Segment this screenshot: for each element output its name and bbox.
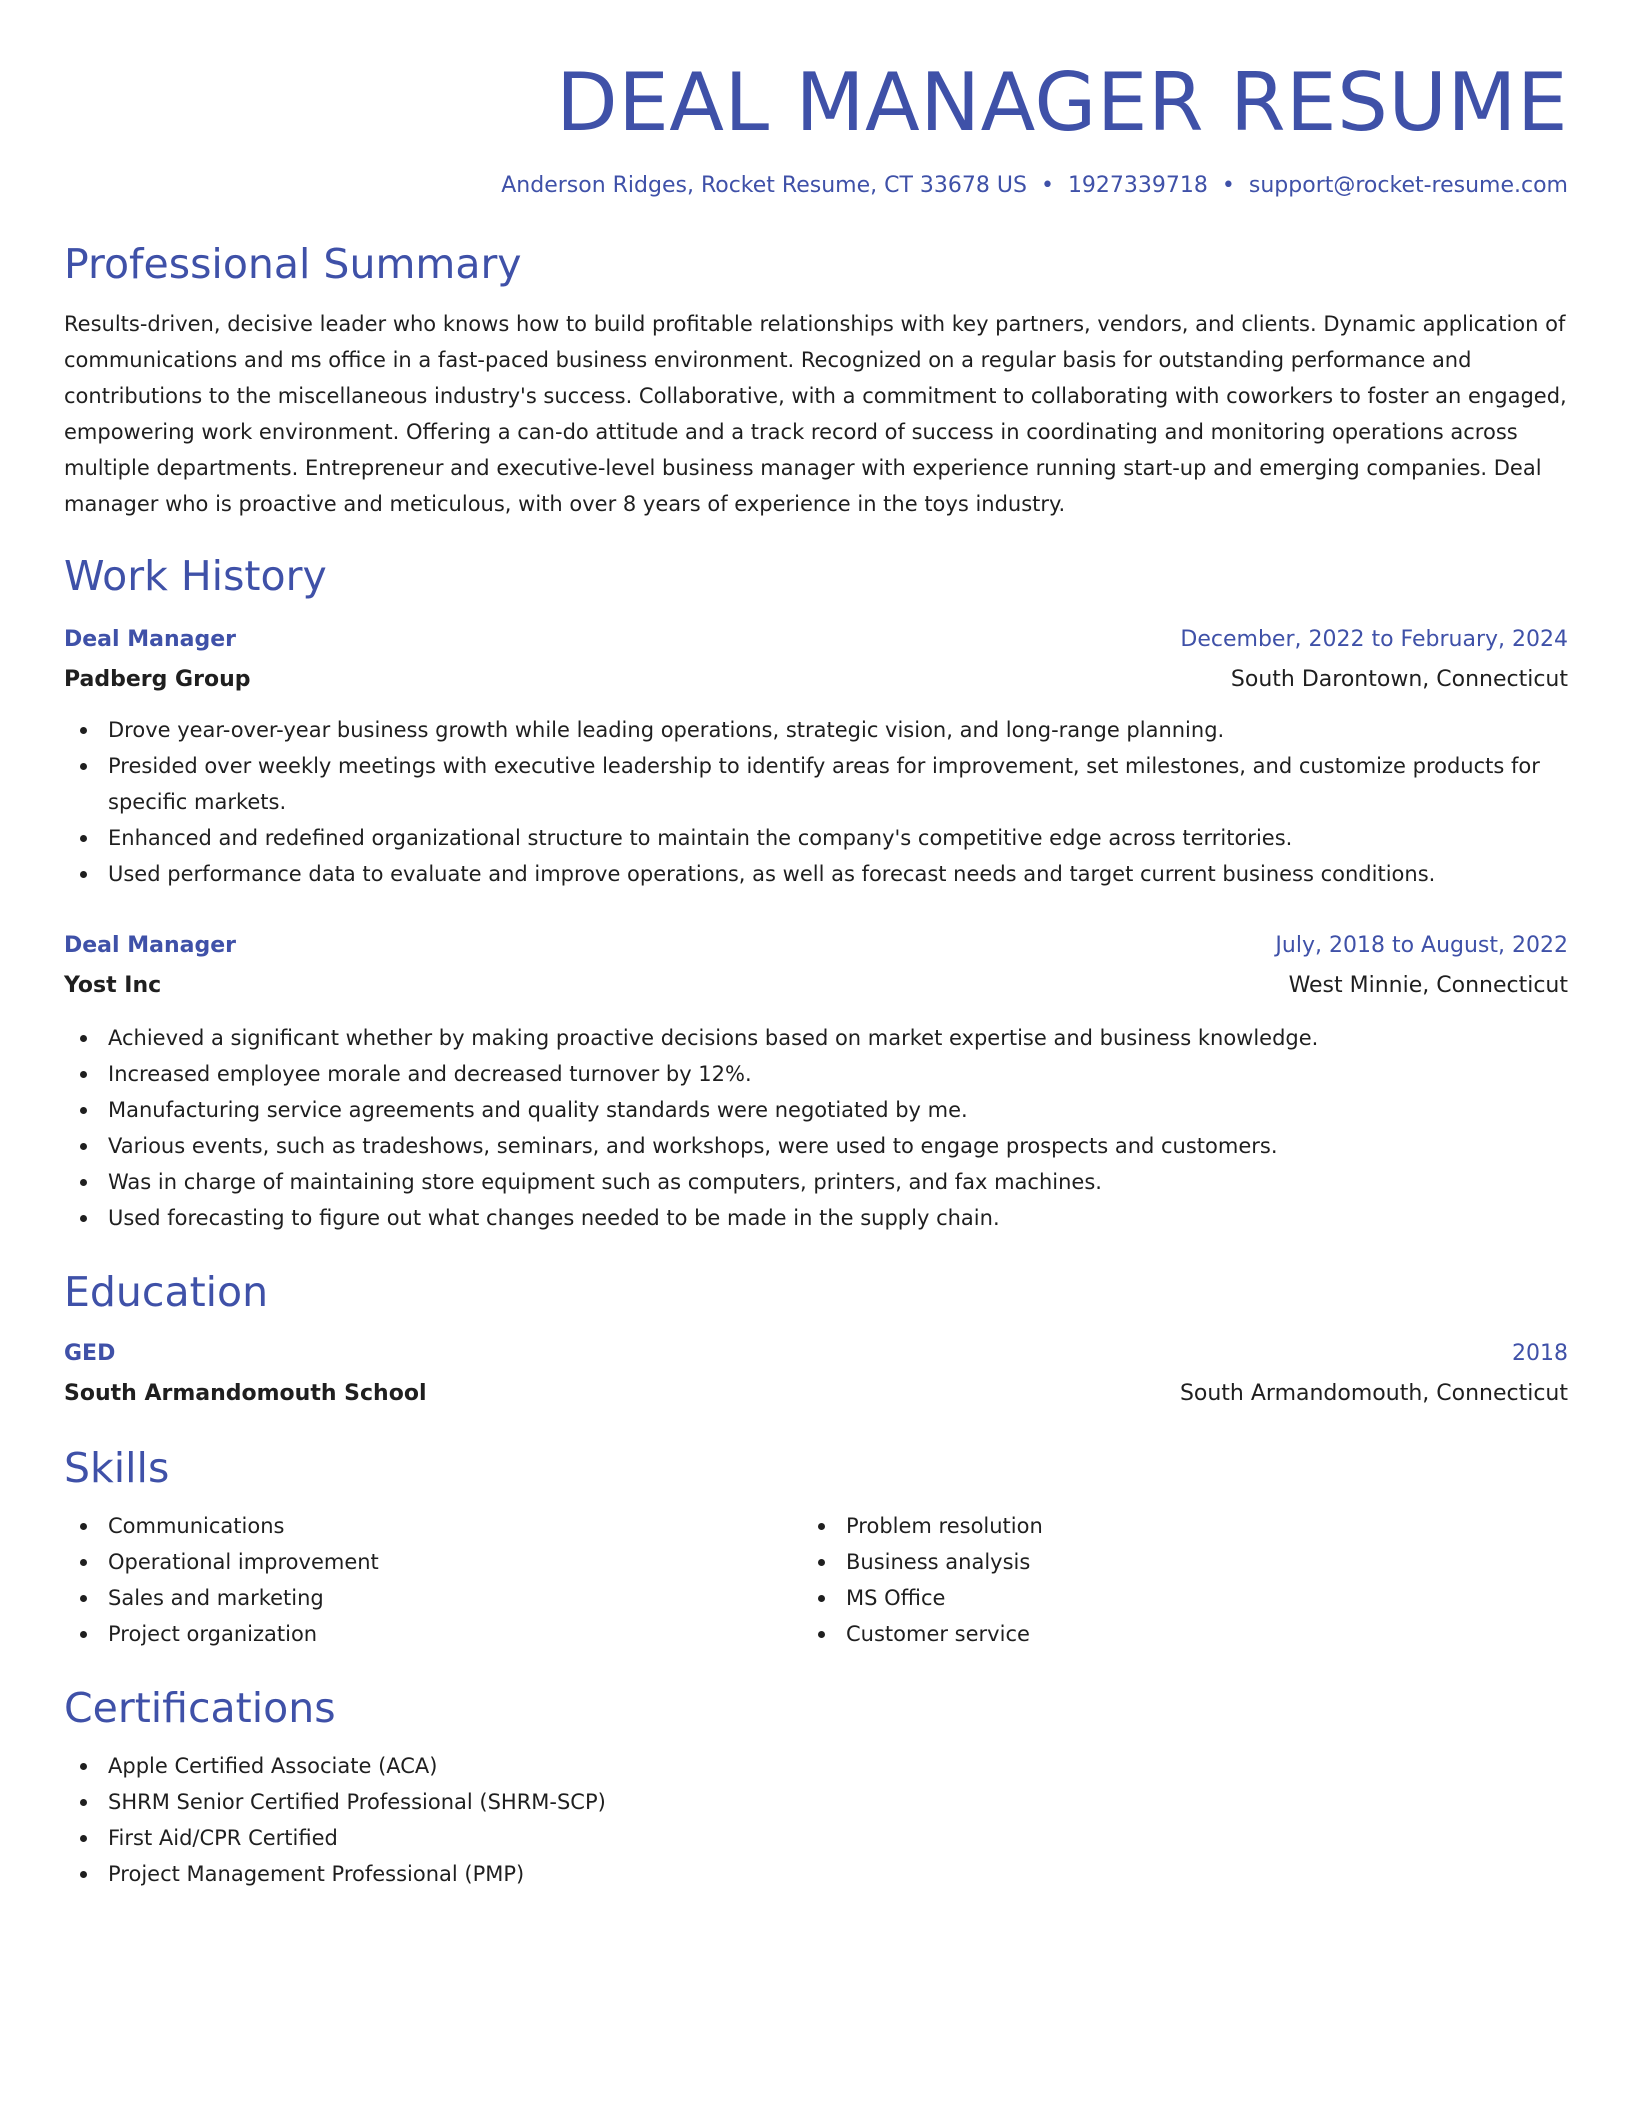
certifications-list xyxy=(64,1748,1568,1892)
certification-item: Project Management Professional (PMP) xyxy=(64,1856,1568,1892)
skill-item: Communications xyxy=(64,1508,802,1544)
contact-separator: • xyxy=(1040,173,1054,198)
job-company-row xyxy=(64,660,1568,700)
contact-email[interactable]: support@rocket-resume.com xyxy=(1248,173,1568,198)
contact-address: Anderson Ridges, Rocket Resume, CT 33678 US xyxy=(501,173,1027,198)
resume-header xyxy=(64,0,1568,202)
skill-item: Customer service xyxy=(802,1616,1540,1652)
job-company: Padberg Group xyxy=(64,667,251,692)
education-school-row xyxy=(64,1374,1568,1414)
resume-title: DEAL MANAGER RESUME xyxy=(556,56,1568,149)
job-entry xyxy=(64,620,1568,892)
education-location: South Armandomouth, Connecticut xyxy=(1179,1381,1568,1406)
education-entry xyxy=(64,1334,1568,1414)
job-bullet: Was in charge of maintaining store equipment such as computers, printers, and fax machines. xyxy=(64,1164,1568,1200)
job-bullet: Increased employee morale and decreased turnover by 12%. xyxy=(64,1056,1568,1092)
skill-item: MS Office xyxy=(802,1580,1540,1616)
skill-item: Business analysis xyxy=(802,1544,1540,1580)
job-dates: July, 2018 to August, 2022 xyxy=(1275,933,1568,958)
job-company-row xyxy=(64,966,1568,1006)
section-title-summary: Professional Summary xyxy=(64,240,522,288)
job-bullet: Manufacturing service agreements and quality standards were negotiated by me. xyxy=(64,1092,1568,1128)
skill-item: Project organization xyxy=(64,1616,802,1652)
section-title-work-history: Work History xyxy=(64,552,327,600)
job-bullet-list xyxy=(64,1020,1568,1236)
job-entry xyxy=(64,926,1568,1236)
education-header-row xyxy=(64,1334,1568,1374)
education-degree: GED xyxy=(64,1341,116,1366)
skill-item: Operational improvement xyxy=(64,1544,802,1580)
contact-phone: 1927339718 xyxy=(1067,173,1208,198)
skills-column-right xyxy=(802,1508,1540,1652)
job-dates: December, 2022 to February, 2024 xyxy=(1180,627,1568,652)
education-school: South Armandomouth School xyxy=(64,1381,427,1406)
job-location: South Darontown, Connecticut xyxy=(1230,667,1568,692)
summary-text: Results-driven, decisive leader who knows how to build profitable relationships with key partners, vendors, and clients. Dynamic application of communications and ms office in a fast-paced business environment. Recognized on a regular basis for outstanding performance and contributions to the miscellaneous industry's success. Collaborative, with a commitment to collaborating with coworkers to foster an engaged, empowering work environment. Offering a can-do attitude and a track record of success in coordinating and monitoring operations across multiple departments. Entrepreneur and executive-level business manager with experience running start-up and emerging companies. Deal manager who is proactive and meticulous, with over 8 years of experience in the toys industry. xyxy=(64,312,1567,516)
section-title-certifications: Certifications xyxy=(64,1684,336,1732)
job-header-row xyxy=(64,620,1568,660)
section-title-education: Education xyxy=(64,1268,269,1316)
job-bullet: Presided over weekly meetings with executive leadership to identify areas for improvement, set milestones, and customize products for specific markets. xyxy=(64,748,1568,820)
job-bullet-list xyxy=(64,712,1568,892)
skill-item: Problem resolution xyxy=(802,1508,1540,1544)
job-location: West Minnie, Connecticut xyxy=(1288,973,1568,998)
job-bullet: Enhanced and redefined organizational structure to maintain the company's competitive edge across territories. xyxy=(64,820,1568,856)
section-title-skills: Skills xyxy=(64,1444,170,1492)
job-company: Yost Inc xyxy=(64,973,162,998)
certification-item: SHRM Senior Certified Professional (SHRM-SCP) xyxy=(64,1784,1568,1820)
job-bullet: Used forecasting to figure out what changes needed to be made in the supply chain. xyxy=(64,1200,1568,1236)
job-title: Deal Manager xyxy=(64,933,236,958)
certification-item: First Aid/CPR Certified xyxy=(64,1820,1568,1856)
education-year: 2018 xyxy=(1512,1341,1568,1366)
contact-line xyxy=(64,170,1568,202)
contact-separator: • xyxy=(1221,173,1235,198)
skills-column-left xyxy=(64,1508,802,1652)
job-bullet: Used performance data to evaluate and improve operations, as well as forecast needs and target current business conditions. xyxy=(64,856,1568,892)
job-bullet: Various events, such as tradeshows, seminars, and workshops, were used to engage prospects and customers. xyxy=(64,1128,1568,1164)
certification-item: Apple Certified Associate (ACA) xyxy=(64,1748,1568,1784)
job-bullet: Achieved a significant whether by making proactive decisions based on market expertise and business knowledge. xyxy=(64,1020,1568,1056)
skill-item: Sales and marketing xyxy=(64,1580,802,1616)
job-title: Deal Manager xyxy=(64,627,236,652)
job-header-row xyxy=(64,926,1568,966)
skills-grid xyxy=(64,1508,1568,1652)
job-bullet: Drove year-over-year business growth while leading operations, strategic vision, and long-range planning. xyxy=(64,712,1568,748)
